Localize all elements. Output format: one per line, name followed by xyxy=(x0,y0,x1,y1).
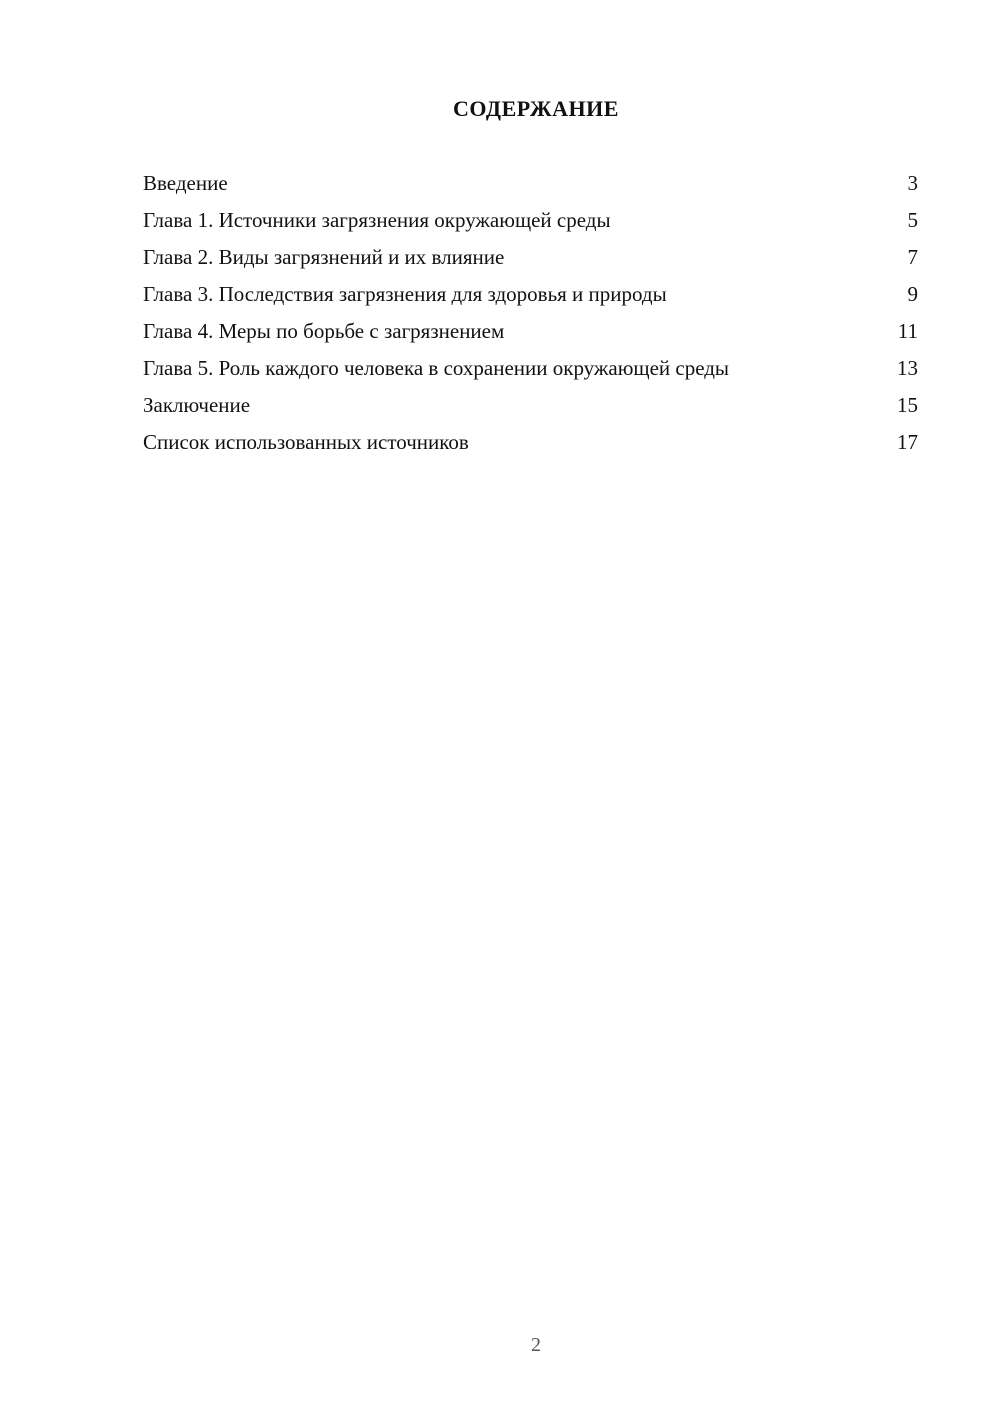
toc-entry-label: Введение xyxy=(143,171,228,195)
toc-entry-conclusion xyxy=(143,392,918,418)
toc-entry-page: 9 xyxy=(907,282,918,306)
toc-entry-chapter-2 xyxy=(143,244,918,270)
page-number: 2 xyxy=(531,1334,541,1356)
toc-entry-label: Заключение xyxy=(143,393,251,417)
page-title: СОДЕРЖАНИЕ xyxy=(453,96,619,121)
toc-entry-label: Глава 3. Последствия загрязнения для здоровья и природы xyxy=(143,282,667,306)
toc-entry-chapter-1 xyxy=(143,207,918,233)
table-of-contents xyxy=(143,170,918,466)
toc-entry-page: 13 xyxy=(897,356,918,380)
toc-entry-label: Глава 2. Виды загрязнений и их влияние xyxy=(143,245,505,269)
toc-entry-page: 15 xyxy=(897,393,918,417)
toc-entry-chapter-4 xyxy=(143,318,918,344)
toc-entry-page: 5 xyxy=(907,208,918,232)
toc-entry-page: 3 xyxy=(907,171,918,195)
toc-entry-page: 17 xyxy=(897,430,918,454)
toc-entry-page: 11 xyxy=(897,319,918,343)
toc-entry-label: Список использованных источников xyxy=(143,430,469,454)
toc-entry-chapter-3 xyxy=(143,281,918,307)
toc-entry-references xyxy=(143,429,918,455)
toc-entry-page: 7 xyxy=(907,245,918,269)
toc-entry-label: Глава 5. Роль каждого человека в сохранении окружающей среды xyxy=(143,356,730,380)
toc-entry-introduction xyxy=(143,170,918,196)
toc-entry-label: Глава 4. Меры по борьбе с загрязнением xyxy=(143,319,505,343)
toc-entry-chapter-5 xyxy=(143,355,918,381)
toc-entry-label: Глава 1. Источники загрязнения окружающей среды xyxy=(143,208,611,232)
